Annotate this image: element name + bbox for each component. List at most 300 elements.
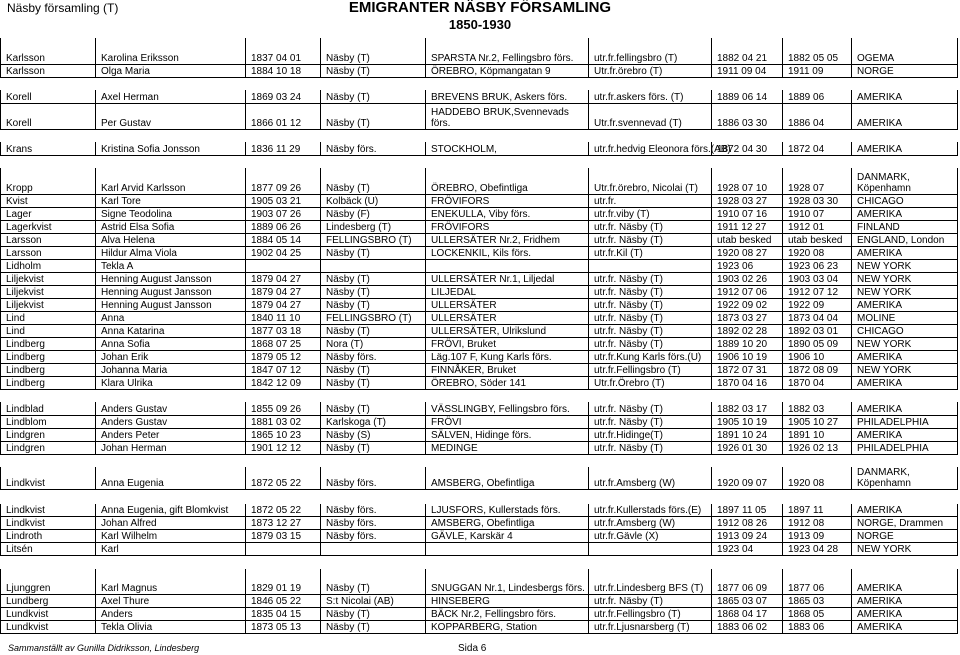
- destination-cell: AMERIKA: [852, 142, 958, 155]
- table-row: [1, 621, 958, 634]
- destination-cell: NEW YORK: [852, 363, 958, 376]
- moved-from-cell: utr.fr.Gävle (X): [589, 530, 712, 543]
- exit-date-cell: 1920 08: [783, 246, 852, 259]
- surname-cell: Lagerkvist: [1, 220, 96, 233]
- moved-from-cell: utr.fr. Näsby (T): [589, 441, 712, 454]
- birth-parish-cell: Karlskoga (T): [321, 415, 426, 428]
- given-name-cell: Karl Tore: [96, 194, 246, 207]
- moved-from-cell: utr.fr.Amsberg (W): [589, 467, 712, 490]
- birth-date-cell: 1872 05 22: [246, 467, 321, 490]
- table-row: [1, 103, 958, 129]
- spacer-cell: [1, 155, 958, 168]
- exit-date-cell: 1922 09: [783, 298, 852, 311]
- destination-cell: NEW YORK: [852, 272, 958, 285]
- moved-from-cell: utr.fr.askers förs. (T): [589, 90, 712, 103]
- birth-date-cell: 1889 06 26: [246, 220, 321, 233]
- moved-from-cell: utr.fr.fellingsbro (T): [589, 38, 712, 64]
- table-row: [1, 90, 958, 103]
- table-row: [1, 428, 958, 441]
- destination-cell: AMERIKA: [852, 90, 958, 103]
- residence-cell: HINSEBERG: [426, 595, 589, 608]
- departure-date-cell: 1920 08 27: [712, 246, 783, 259]
- birth-parish-cell: Näsby (T): [321, 324, 426, 337]
- spacer-row: [1, 129, 958, 142]
- moved-from-cell: utr.fr. Näsby (T): [589, 233, 712, 246]
- residence-cell: FRÖVIFORS: [426, 220, 589, 233]
- given-name-cell: Henning August Jansson: [96, 298, 246, 311]
- birth-date-cell: 1868 07 25: [246, 337, 321, 350]
- moved-from-cell: utr.fr. Näsby (T): [589, 272, 712, 285]
- residence-cell: HADDEBO BRUK,Svennevads förs.: [426, 103, 589, 129]
- residence-cell: AMSBERG, Obefintliga: [426, 517, 589, 530]
- departure-date-cell: 1923 06: [712, 259, 783, 272]
- given-name-cell: Tekla A: [96, 259, 246, 272]
- destination-cell: CHICAGO: [852, 324, 958, 337]
- birth-date-cell: 1884 05 14: [246, 233, 321, 246]
- birth-date-cell: 1884 10 18: [246, 64, 321, 77]
- given-name-cell: Karolina Eriksson: [96, 38, 246, 64]
- given-name-cell: Tekla Olivia: [96, 621, 246, 634]
- residence-cell: ENEKULLA, Viby förs.: [426, 207, 589, 220]
- birth-date-cell: 1879 04 27: [246, 285, 321, 298]
- surname-cell: Lind: [1, 311, 96, 324]
- destination-cell: AMERIKA: [852, 103, 958, 129]
- residence-cell: ULLERSÄTER, Ulrikslund: [426, 324, 589, 337]
- surname-cell: Lindgren: [1, 441, 96, 454]
- exit-date-cell: 1903 03 04: [783, 272, 852, 285]
- moved-from-cell: utr.fr. Näsby (T): [589, 298, 712, 311]
- given-name-cell: Henning August Jansson: [96, 272, 246, 285]
- table-row: [1, 337, 958, 350]
- residence-cell: FINNÅKER, Bruket: [426, 363, 589, 376]
- table-row: [1, 194, 958, 207]
- birth-parish-cell: S:t Nicolai (AB): [321, 595, 426, 608]
- departure-date-cell: 1911 09 04: [712, 64, 783, 77]
- spacer-cell: [1, 129, 958, 142]
- spacer-row: [1, 155, 958, 168]
- table-row: [1, 595, 958, 608]
- birth-parish-cell: Lindesberg (T): [321, 220, 426, 233]
- moved-from-cell: utr.fr.Amsberg (W): [589, 517, 712, 530]
- exit-date-cell: 1891 10: [783, 428, 852, 441]
- exit-date-cell: 1870 04: [783, 376, 852, 389]
- given-name-cell: Johan Herman: [96, 441, 246, 454]
- spacer-row: [1, 556, 958, 569]
- birth-date-cell: 1879 04 27: [246, 272, 321, 285]
- birth-parish-cell: [321, 543, 426, 556]
- moved-from-cell: utr.fr.Hidinge(T): [589, 428, 712, 441]
- given-name-cell: Johan Erik: [96, 350, 246, 363]
- residence-cell: VÄSSLINGBY, Fellingsbro förs.: [426, 402, 589, 415]
- exit-date-cell: 1912 01: [783, 220, 852, 233]
- moved-from-cell: Utr.fr.örebro (T): [589, 64, 712, 77]
- exit-date-cell: utab besked: [783, 233, 852, 246]
- given-name-cell: Karl: [96, 543, 246, 556]
- birth-parish-cell: Näsby (T): [321, 64, 426, 77]
- departure-date-cell: 1897 11 05: [712, 504, 783, 517]
- birth-date-cell: 1865 10 23: [246, 428, 321, 441]
- exit-date-cell: 1911 09: [783, 64, 852, 77]
- birth-date-cell: 1840 11 10: [246, 311, 321, 324]
- departure-date-cell: 1873 03 27: [712, 311, 783, 324]
- given-name-cell: Karl Wilhelm: [96, 530, 246, 543]
- surname-cell: Ljunggren: [1, 569, 96, 595]
- residence-cell: BREVENS BRUK, Askers förs.: [426, 90, 589, 103]
- birth-parish-cell: Näsby (T): [321, 168, 426, 194]
- destination-cell: AMERIKA: [852, 207, 958, 220]
- exit-date-cell: 1923 04 28: [783, 543, 852, 556]
- table-row: [1, 272, 958, 285]
- exit-date-cell: 1882 03: [783, 402, 852, 415]
- departure-date-cell: 1912 07 06: [712, 285, 783, 298]
- table-row: [1, 608, 958, 621]
- surname-cell: Kropp: [1, 168, 96, 194]
- moved-from-cell: utr.fr.Kung Karls förs.(U): [589, 350, 712, 363]
- birth-date-cell: 1847 07 12: [246, 363, 321, 376]
- table-row: [1, 467, 958, 490]
- table-row: [1, 142, 958, 155]
- surname-cell: Lidholm: [1, 259, 96, 272]
- given-name-cell: Alva Helena: [96, 233, 246, 246]
- birth-date-cell: 1869 03 24: [246, 90, 321, 103]
- surname-cell: Korell: [1, 90, 96, 103]
- residence-cell: BÄCK Nr.2, Fellingsbro förs.: [426, 608, 589, 621]
- given-name-cell: Johan Alfred: [96, 517, 246, 530]
- exit-date-cell: 1872 04: [783, 142, 852, 155]
- birth-date-cell: 1873 05 13: [246, 621, 321, 634]
- birth-parish-cell: Näsby (T): [321, 298, 426, 311]
- birth-parish-cell: Näsby (T): [321, 285, 426, 298]
- exit-date-cell: 1897 11: [783, 504, 852, 517]
- departure-date-cell: 1877 06 09: [712, 569, 783, 595]
- departure-date-cell: 1910 07 16: [712, 207, 783, 220]
- residence-cell: ULLERSÄTER: [426, 311, 589, 324]
- moved-from-cell: utr.fr.Ljusnarsberg (T): [589, 621, 712, 634]
- birth-parish-cell: Näsby (T): [321, 441, 426, 454]
- birth-date-cell: [246, 259, 321, 272]
- exit-date-cell: 1910 07: [783, 207, 852, 220]
- birth-date-cell: 1903 07 26: [246, 207, 321, 220]
- birth-date-cell: 1836 11 29: [246, 142, 321, 155]
- destination-cell: DANMARK, Köpenhamn: [852, 168, 958, 194]
- departure-date-cell: 1928 03 27: [712, 194, 783, 207]
- table-row: [1, 530, 958, 543]
- residence-cell: FRÖVI: [426, 415, 589, 428]
- moved-from-cell: Utr.fr.Örebro (T): [589, 376, 712, 389]
- given-name-cell: Anna: [96, 311, 246, 324]
- destination-cell: AMERIKA: [852, 504, 958, 517]
- departure-date-cell: 1926 01 30: [712, 441, 783, 454]
- surname-cell: Lundkvist: [1, 621, 96, 634]
- table-row: [1, 246, 958, 259]
- departure-date-cell: 1889 06 14: [712, 90, 783, 103]
- departure-date-cell: 1903 02 26: [712, 272, 783, 285]
- given-name-cell: Karl Arvid Karlsson: [96, 168, 246, 194]
- table-row: [1, 543, 958, 556]
- surname-cell: Korell: [1, 103, 96, 129]
- residence-cell: [426, 259, 589, 272]
- birth-date-cell: 1829 01 19: [246, 569, 321, 595]
- moved-from-cell: utr.fr.Kil (T): [589, 246, 712, 259]
- exit-date-cell: 1926 02 13: [783, 441, 852, 454]
- table-row: [1, 415, 958, 428]
- moved-from-cell: Utr.fr.örebro, Nicolai (T): [589, 168, 712, 194]
- departure-date-cell: 1891 10 24: [712, 428, 783, 441]
- table-row: [1, 324, 958, 337]
- surname-cell: Liljekvist: [1, 272, 96, 285]
- departure-date-cell: 1868 04 17: [712, 608, 783, 621]
- birth-parish-cell: Näsby (T): [321, 402, 426, 415]
- table-row: [1, 298, 958, 311]
- surname-cell: Lager: [1, 207, 96, 220]
- table-row: [1, 402, 958, 415]
- table-row: [1, 517, 958, 530]
- moved-from-cell: utr.fr. Näsby (T): [589, 285, 712, 298]
- exit-date-cell: 1928 03 30: [783, 194, 852, 207]
- surname-cell: Lindkvist: [1, 467, 96, 490]
- moved-from-cell: utr.fr. Näsby (T): [589, 311, 712, 324]
- birth-date-cell: 1866 01 12: [246, 103, 321, 129]
- surname-cell: Lindberg: [1, 337, 96, 350]
- residence-cell: ULLERSÄTER: [426, 298, 589, 311]
- surname-cell: Lind: [1, 324, 96, 337]
- moved-from-cell: utr.fr.Lindesberg BFS (T): [589, 569, 712, 595]
- table-row: [1, 504, 958, 517]
- birth-parish-cell: Näsby (T): [321, 103, 426, 129]
- given-name-cell: Anders Peter: [96, 428, 246, 441]
- birth-date-cell: 1905 03 21: [246, 194, 321, 207]
- birth-parish-cell: [321, 259, 426, 272]
- surname-cell: Larsson: [1, 246, 96, 259]
- destination-cell: AMERIKA: [852, 608, 958, 621]
- destination-cell: PHILADELPHIA: [852, 415, 958, 428]
- exit-date-cell: 1913 09: [783, 530, 852, 543]
- exit-date-cell: 1912 08: [783, 517, 852, 530]
- given-name-cell: Astrid Elsa Sofia: [96, 220, 246, 233]
- table-row: [1, 376, 958, 389]
- given-name-cell: Anders Gustav: [96, 402, 246, 415]
- given-name-cell: Per Gustav: [96, 103, 246, 129]
- departure-date-cell: 1870 04 16: [712, 376, 783, 389]
- surname-cell: Lindkvist: [1, 504, 96, 517]
- surname-cell: Lindberg: [1, 350, 96, 363]
- birth-parish-cell: Näsby (T): [321, 376, 426, 389]
- residence-cell: ULLERSÄTER Nr.1, Liljedal: [426, 272, 589, 285]
- residence-cell: GÄVLE, Karskär 4: [426, 530, 589, 543]
- page-title: EMIGRANTER NÄSBY FÖRSAMLING: [348, 0, 612, 16]
- surname-cell: Lundkvist: [1, 608, 96, 621]
- moved-from-cell: utr.fr.viby (T): [589, 207, 712, 220]
- destination-cell: AMERIKA: [852, 428, 958, 441]
- emigrant-table: [0, 38, 958, 634]
- residence-cell: [426, 543, 589, 556]
- exit-date-cell: 1928 07: [783, 168, 852, 194]
- given-name-cell: Kristina Sofia Jonsson: [96, 142, 246, 155]
- exit-date-cell: 1905 10 27: [783, 415, 852, 428]
- departure-date-cell: 1865 03 07: [712, 595, 783, 608]
- birth-date-cell: 1879 03 15: [246, 530, 321, 543]
- departure-date-cell: 1872 04 30: [712, 142, 783, 155]
- exit-date-cell: 1882 05 05: [783, 38, 852, 64]
- exit-date-cell: 1923 06 23: [783, 259, 852, 272]
- birth-parish-cell: Näsby (T): [321, 272, 426, 285]
- surname-cell: Lindroth: [1, 530, 96, 543]
- birth-date-cell: 1835 04 15: [246, 608, 321, 621]
- table-row: [1, 363, 958, 376]
- birth-date-cell: [246, 543, 321, 556]
- surname-cell: Lindblom: [1, 415, 96, 428]
- residence-cell: ÖREBRO, Söder 141: [426, 376, 589, 389]
- destination-cell: CHICAGO: [852, 194, 958, 207]
- given-name-cell: Anna Eugenia: [96, 467, 246, 490]
- birth-date-cell: 1873 12 27: [246, 517, 321, 530]
- departure-date-cell: 1912 08 26: [712, 517, 783, 530]
- spacer-row: [1, 389, 958, 402]
- departure-date-cell: 1882 03 17: [712, 402, 783, 415]
- surname-cell: Lindblad: [1, 402, 96, 415]
- spacer-row: [1, 454, 958, 467]
- destination-cell: NEW YORK: [852, 285, 958, 298]
- table-row: [1, 311, 958, 324]
- spacer-row: [1, 490, 958, 504]
- birth-parish-cell: Näsby (S): [321, 428, 426, 441]
- spacer-cell: [1, 389, 958, 402]
- birth-date-cell: 1902 04 25: [246, 246, 321, 259]
- residence-cell: LJUSFORS, Kullerstads förs.: [426, 504, 589, 517]
- moved-from-cell: [589, 259, 712, 272]
- table-row: [1, 285, 958, 298]
- birth-parish-cell: Näsby förs.: [321, 504, 426, 517]
- destination-cell: AMERIKA: [852, 246, 958, 259]
- departure-date-cell: 1922 09 02: [712, 298, 783, 311]
- birth-parish-cell: Näsby förs.: [321, 142, 426, 155]
- table-row: [1, 207, 958, 220]
- destination-cell: AMERIKA: [852, 298, 958, 311]
- surname-cell: Liljekvist: [1, 285, 96, 298]
- spacer-cell: [1, 490, 958, 504]
- exit-date-cell: 1865 03: [783, 595, 852, 608]
- destination-cell: NORGE: [852, 530, 958, 543]
- residence-cell: SÄLVEN, Hidinge förs.: [426, 428, 589, 441]
- residence-cell: ÖREBRO, Köpmangatan 9: [426, 64, 589, 77]
- destination-cell: DANMARK, Köpenhamn: [852, 467, 958, 490]
- birth-parish-cell: Näsby (T): [321, 246, 426, 259]
- moved-from-cell: utr.fr.Fellingsbro (T): [589, 608, 712, 621]
- table-row: [1, 64, 958, 77]
- exit-date-cell: 1872 08 09: [783, 363, 852, 376]
- destination-cell: PHILADELPHIA: [852, 441, 958, 454]
- table-row: [1, 168, 958, 194]
- destination-cell: NORGE: [852, 64, 958, 77]
- departure-date-cell: 1923 04: [712, 543, 783, 556]
- destination-cell: NORGE, Drammen: [852, 517, 958, 530]
- departure-date-cell: 1913 09 24: [712, 530, 783, 543]
- spacer-cell: [1, 454, 958, 467]
- exit-date-cell: 1920 08: [783, 467, 852, 490]
- departure-date-cell: 1886 03 30: [712, 103, 783, 129]
- destination-cell: AMERIKA: [852, 569, 958, 595]
- departure-date-cell: 1928 07 10: [712, 168, 783, 194]
- destination-cell: OGEMA: [852, 38, 958, 64]
- departure-date-cell: 1911 12 27: [712, 220, 783, 233]
- moved-from-cell: utr.fr. Näsby (T): [589, 220, 712, 233]
- given-name-cell: Anders: [96, 608, 246, 621]
- residence-cell: KOPPARBERG, Station: [426, 621, 589, 634]
- birth-parish-cell: Näsby förs.: [321, 350, 426, 363]
- birth-parish-cell: Näsby (T): [321, 90, 426, 103]
- exit-date-cell: 1886 04: [783, 103, 852, 129]
- birth-parish-cell: Näsby (F): [321, 207, 426, 220]
- birth-parish-cell: Näsby (T): [321, 38, 426, 64]
- table-row: [1, 38, 958, 64]
- birth-date-cell: 1855 09 26: [246, 402, 321, 415]
- given-name-cell: Olga Maria: [96, 64, 246, 77]
- given-name-cell: Anna Sofia: [96, 337, 246, 350]
- moved-from-cell: utr.fr. Näsby (T): [589, 595, 712, 608]
- page-number: Sida 6: [458, 643, 487, 654]
- birth-parish-cell: Näsby förs.: [321, 467, 426, 490]
- departure-date-cell: 1882 04 21: [712, 38, 783, 64]
- spacer-cell: [1, 556, 958, 569]
- departure-date-cell: 1905 10 19: [712, 415, 783, 428]
- destination-cell: AMERIKA: [852, 595, 958, 608]
- moved-from-cell: Utr.fr.svennevad (T): [589, 103, 712, 129]
- residence-cell: FRÖVI, Bruket: [426, 337, 589, 350]
- birth-parish-cell: Kolbäck (U): [321, 194, 426, 207]
- given-name-cell: Axel Thure: [96, 595, 246, 608]
- residence-cell: LILJEDAL: [426, 285, 589, 298]
- destination-cell: AMERIKA: [852, 621, 958, 634]
- departure-date-cell: 1892 02 28: [712, 324, 783, 337]
- table-row: [1, 259, 958, 272]
- departure-date-cell: 1872 07 31: [712, 363, 783, 376]
- birth-parish-cell: Näsby (T): [321, 363, 426, 376]
- given-name-cell: Anders Gustav: [96, 415, 246, 428]
- table-row: [1, 233, 958, 246]
- page-years: 1850-1930: [448, 17, 512, 32]
- birth-date-cell: 1881 03 02: [246, 415, 321, 428]
- exit-date-cell: 1889 06: [783, 90, 852, 103]
- birth-date-cell: 1879 05 12: [246, 350, 321, 363]
- birth-date-cell: 1872 05 22: [246, 504, 321, 517]
- moved-from-cell: utr.fr.: [589, 194, 712, 207]
- table-row: [1, 441, 958, 454]
- departure-date-cell: 1889 10 20: [712, 337, 783, 350]
- surname-cell: Krans: [1, 142, 96, 155]
- residence-cell: FRÖVIFORS: [426, 194, 589, 207]
- surname-cell: Lindberg: [1, 376, 96, 389]
- birth-date-cell: 1901 12 12: [246, 441, 321, 454]
- surname-cell: Larsson: [1, 233, 96, 246]
- birth-date-cell: 1877 03 18: [246, 324, 321, 337]
- destination-cell: NEW YORK: [852, 543, 958, 556]
- destination-cell: NEW YORK: [852, 337, 958, 350]
- surname-cell: Kvist: [1, 194, 96, 207]
- destination-cell: AMERIKA: [852, 350, 958, 363]
- exit-date-cell: 1868 05: [783, 608, 852, 621]
- moved-from-cell: utr.fr.Fellingsbro (T): [589, 363, 712, 376]
- given-name-cell: Anna Katarina: [96, 324, 246, 337]
- birth-parish-cell: Nora (T): [321, 337, 426, 350]
- exit-date-cell: 1906 10: [783, 350, 852, 363]
- residence-cell: SPARSTA Nr.2, Fellingsbro förs.: [426, 38, 589, 64]
- exit-date-cell: 1873 04 04: [783, 311, 852, 324]
- given-name-cell: Klara Ulrika: [96, 376, 246, 389]
- destination-cell: MOLINE: [852, 311, 958, 324]
- residence-cell: AMSBERG, Obefintliga: [426, 467, 589, 490]
- destination-cell: AMERIKA: [852, 402, 958, 415]
- destination-cell: NEW YORK: [852, 259, 958, 272]
